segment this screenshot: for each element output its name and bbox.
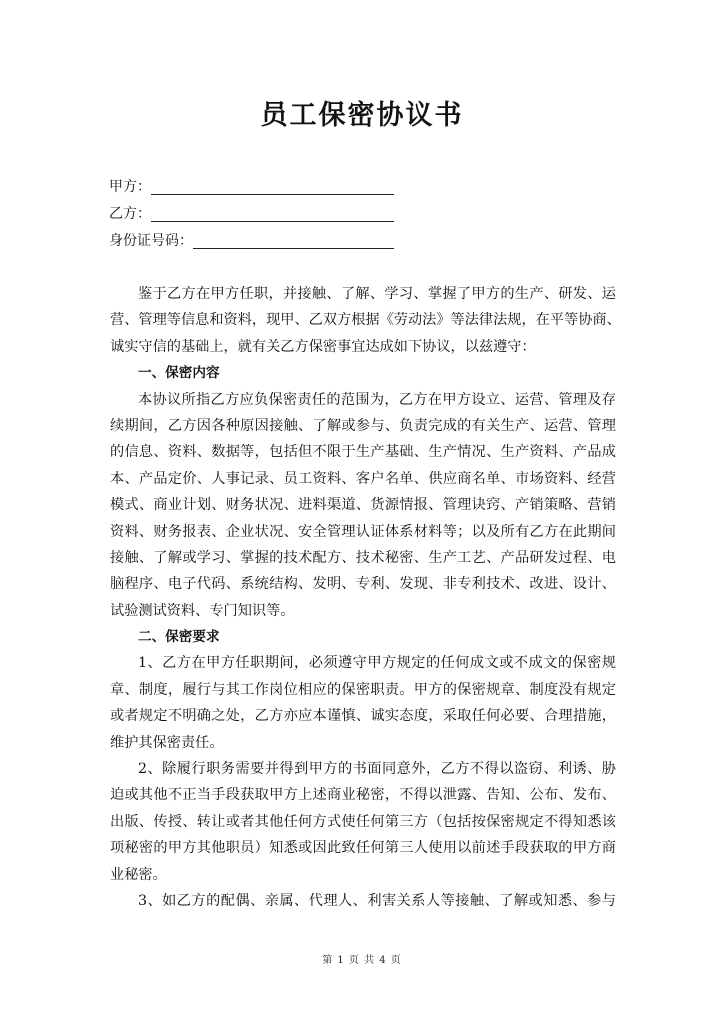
id-number-blank	[193, 228, 394, 249]
clause-2-line: 项秘密的甲方其他职员）知悉或因此致任何第三人使用以前述手段获取的甲方商	[110, 840, 616, 857]
preamble-line: 营、管理等信息和资料，现甲、乙双方根据《劳动法》等法律法规，在平等协商、	[110, 312, 621, 329]
clause-3-line: 3、如乙方的配偶、亲属、代理人、利害关系人等接触、了解或知悉、参与	[138, 892, 616, 909]
section-1-line: 续期间，乙方因各种原因接触、了解或参与、负责完成的有关生产、运营、管理	[110, 417, 616, 434]
preamble-line: 诚实守信的基础上，就有关乙方保密事宜达成如下协议，以兹遵守：	[110, 338, 536, 355]
signature-fields	[109, 174, 409, 255]
section-heading-confidential-content: 一、保密内容	[138, 365, 220, 382]
clause-2-line: 业秘密。	[110, 866, 167, 883]
section-1-line: 本协议所指乙方应负保密责任的范围为，乙方在甲方设立、运营、管理及存	[138, 391, 616, 408]
document-title: 员工保密协议书	[260, 100, 464, 131]
clause-2-line: 2、除履行职务需要并得到甲方的书面同意外，乙方不得以盗窃、利诱、胁	[138, 761, 616, 778]
clause-1-line: 1、乙方在甲方任职期间，必须遵守甲方规定的任何成文或不成文的保密规	[138, 655, 616, 672]
party-a-blank	[151, 174, 394, 195]
id-number-label: 身份证号码：	[109, 233, 193, 249]
id-number-field	[109, 228, 409, 255]
section-1-line: 脑程序、电子代码、系统结构、发明、专利、发现、非专利技术、改进、设计、	[110, 576, 616, 593]
clause-1-line: 或者规定不明确之处，乙方亦应本谨慎、诚实态度，采取任何必要、合理措施，	[110, 708, 616, 725]
party-a-field	[109, 174, 409, 201]
page-number-footer: 第 1 页 共 4 页	[322, 955, 402, 966]
section-heading-confidential-requirements: 二、保密要求	[138, 629, 220, 646]
section-1-line: 接触、了解或学习、掌握的技术配方、技术秘密、生产工艺、产品研发过程、电	[110, 549, 616, 566]
party-b-label: 乙方：	[109, 206, 151, 222]
clause-1-line: 维护其保密责任。	[110, 734, 224, 751]
party-b-blank	[151, 201, 394, 222]
agreement-body	[110, 281, 621, 914]
section-1-line: 资料、财务报表、企业状况、安全管理认证体系材料等；以及所有乙方在此期间	[110, 523, 616, 540]
section-1-line: 试验测试资料、专门知识等。	[110, 602, 295, 619]
party-b-field	[109, 201, 409, 228]
clause-2-line: 出版、传授、转让或者其他任何方式使任何第三方（包括按保密规定不得知悉该	[110, 813, 616, 830]
party-a-label: 甲方：	[109, 179, 151, 195]
clause-2-line: 迫或其他不正当手段获取甲方上述商业秘密，不得以泄露、告知、公布、发布、	[110, 787, 616, 804]
preamble-line: 鉴于乙方在甲方任职，并接触、了解、学习、掌握了甲方的生产、研发、运	[138, 286, 616, 302]
section-1-line: 本、产品定价、人事记录、员工资料、客户名单、供应商名单、市场资料、经营	[110, 470, 616, 487]
clause-1-line: 章、制度，履行与其工作岗位相应的保密职责。甲方的保密规章、制度没有规定	[110, 681, 616, 698]
section-1-line: 的信息、资料、数据等，包括但不限于生产基础、生产情况、生产资料、产品成	[110, 444, 616, 461]
section-1-line: 模式、商业计划、财务状况、进料渠道、货源情报、管理诀窍、产销策略、营销	[110, 497, 616, 514]
